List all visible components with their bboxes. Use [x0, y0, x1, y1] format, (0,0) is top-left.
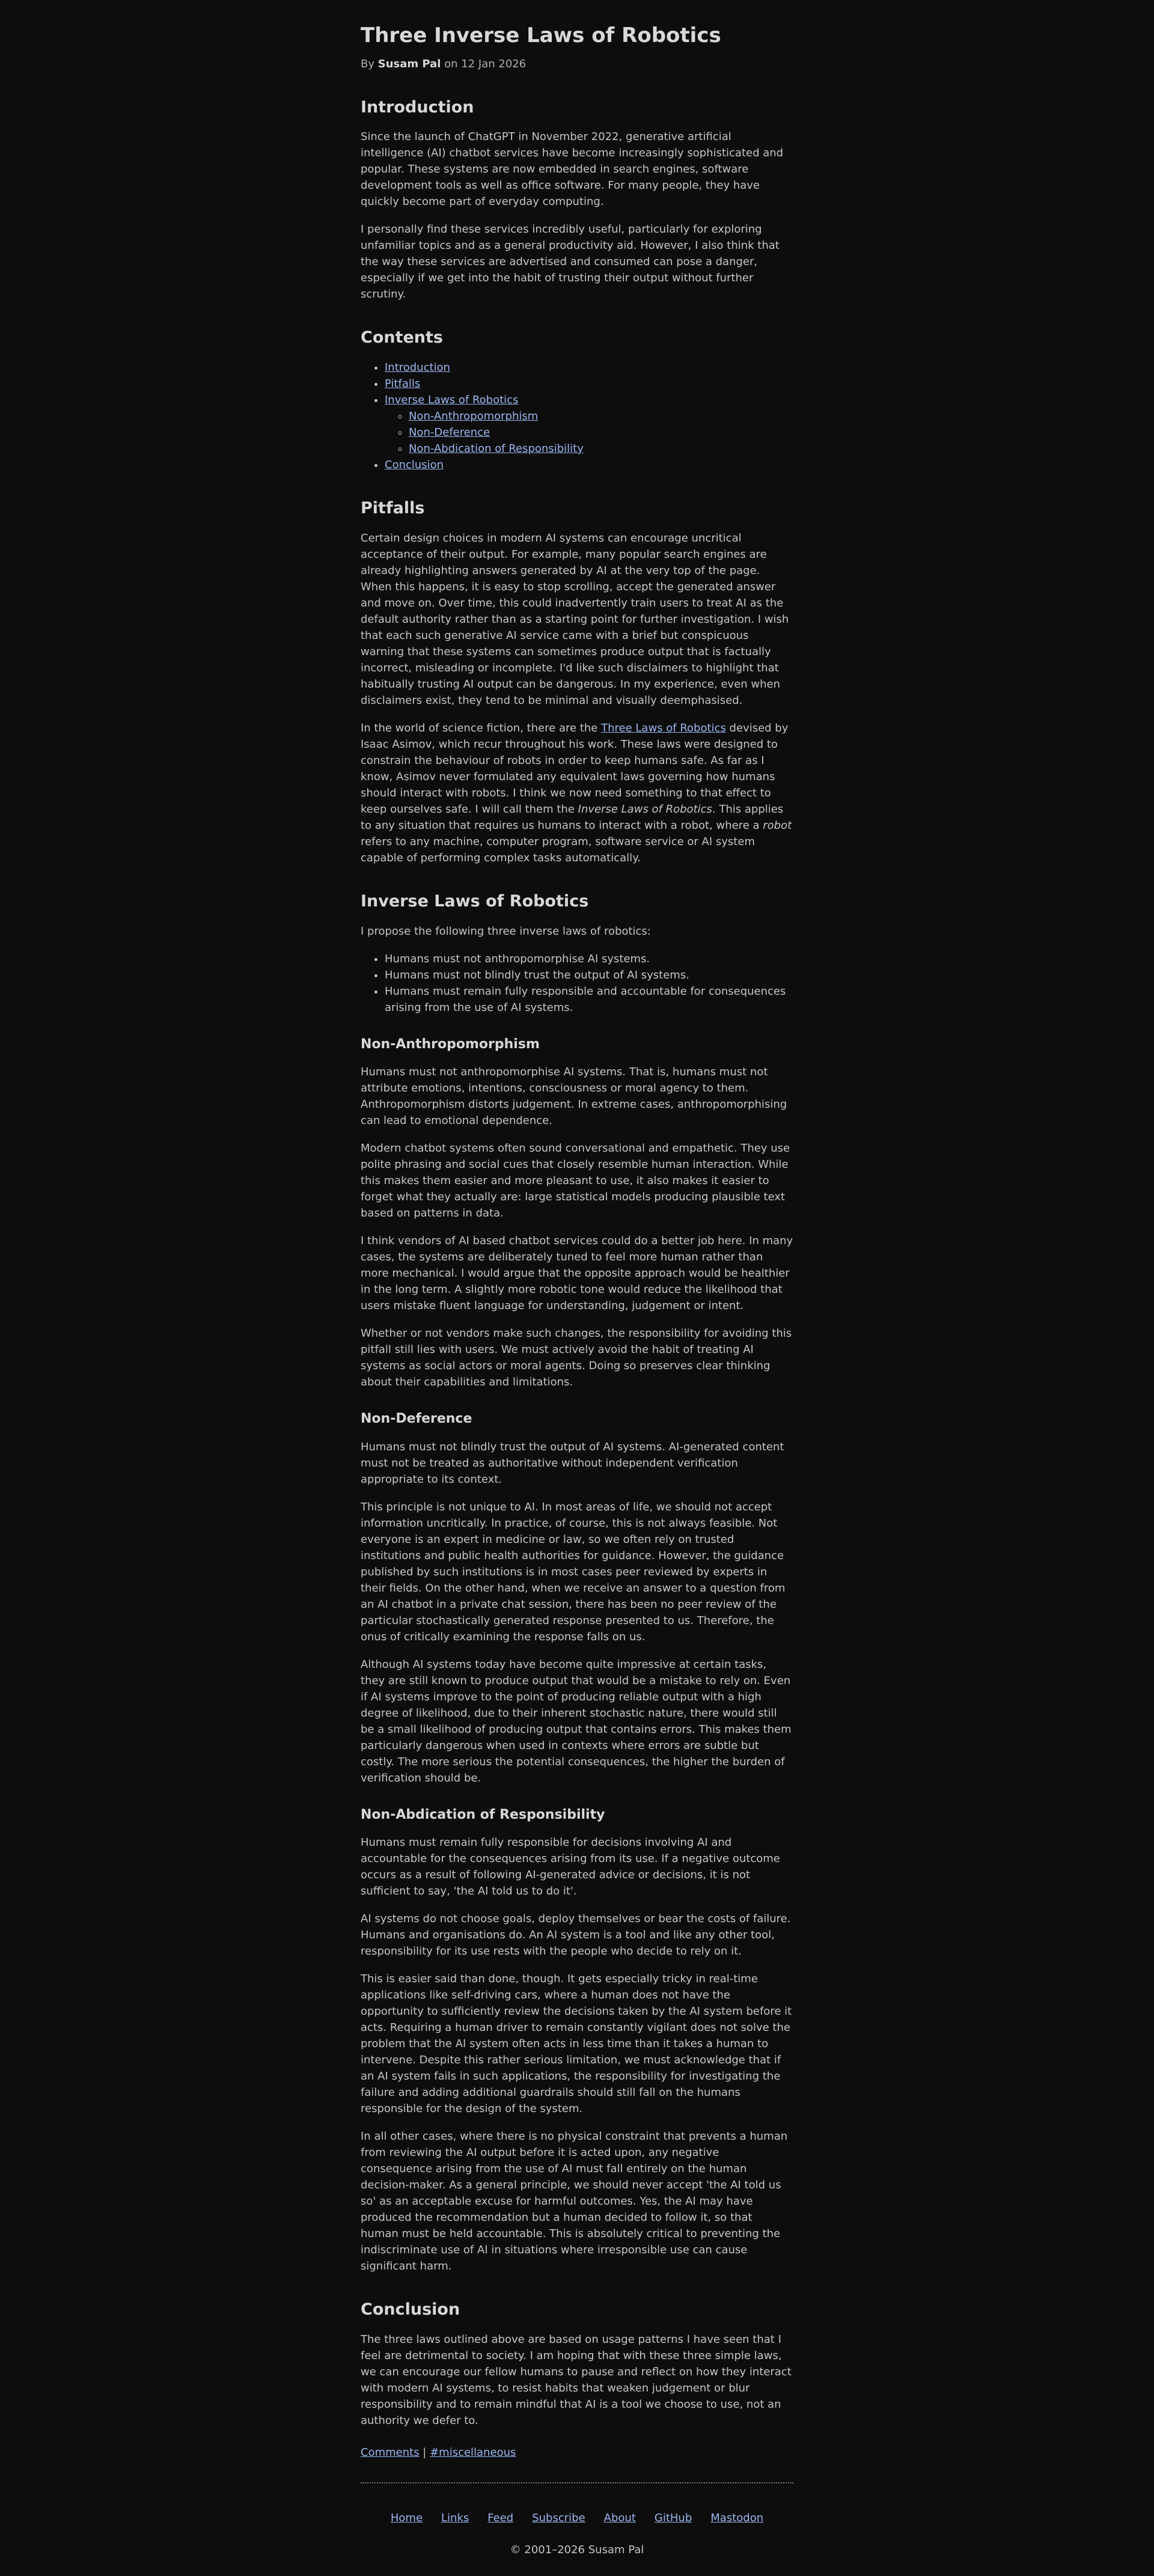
- pitfalls-paragraph-1: Certain design choices in modern AI systems can encourage uncritical acceptance of their output. For example, many popular search engines are already highlighting answers generated by AI at the very top of the page. When this happens, it is easy to stop scrolling, accept the generated answer and move on. Over time, this could inadvertently train users to treat AI as the default authority rather than as a starting point for further investigation. I wish that each such generative AI service came with a brief but conspicuous warning that these systems can sometimes produce output that is factually incorrect, misleading or incomplete. I'd like such disclaimers to highlight that habitually trusting AI output can be dangerous. In my experience, even when disclaimers exist, they tend to be minimal and visually deemphasised.: [361, 531, 789, 707]
- toc-link-introduction[interactable]: Introduction: [385, 361, 451, 374]
- subsection-heading-non-anthropomorphism: Non-Anthropomorphism: [361, 1036, 540, 1052]
- byline-date: on 12 Jan 2026: [441, 57, 527, 70]
- footer-link-about[interactable]: About: [603, 2511, 636, 2524]
- footer-link-links[interactable]: Links: [441, 2511, 469, 2524]
- toc-link-conclusion[interactable]: Conclusion: [385, 459, 444, 471]
- text-segment: refers to any machine, computer program, software service or AI system capable of performing complex tasks automatically.: [361, 835, 755, 864]
- byline-prefix: By: [361, 57, 378, 70]
- section-heading-contents: Contents: [361, 328, 444, 347]
- laws-list: [361, 951, 793, 1016]
- intro-paragraph-2: I personally find these services incredibly useful, particularly for exploring unfamiliar topics and as a general productivity aid. However, I also think that the way these services are advertised and consumed can pose a danger, especially if we get into the habit of trusting their output without further scrutiny.: [361, 223, 780, 301]
- section-heading-conclusion: Conclusion: [361, 2300, 460, 2319]
- toc-link-inverse-laws[interactable]: Inverse Laws of Robotics: [385, 394, 519, 406]
- law-item-1: • Humans must not anthropomorphise AI systems.: [385, 951, 793, 967]
- comments-link[interactable]: Comments: [361, 2446, 420, 2459]
- toc-subitem: [409, 408, 793, 424]
- intro-paragraph-1: Since the launch of ChatGPT in November 2022, generative artificial intelligence (AI) chatbot services have become increasingly sophisticated and popular. These systems are now embedded in search engines, software development tools as well as office software. For many people, they have quickly become part of everyday computing.: [361, 130, 784, 209]
- conclusion-paragraph-1: The three laws outlined above are based on usage patterns I have seen that I feel are detrimental to society. I am hoping that with these three simple laws, we can encourage our fellow humans to pause and reflect on how they interact with modern AI systems, to resist habits that weaken judgement or blur responsibility and to remain mindful that AI is a tool we choose to use, not an authority we defer to.: [361, 2333, 792, 2427]
- toc-link-pitfalls[interactable]: Pitfalls: [385, 377, 421, 390]
- contents-list: [361, 359, 793, 473]
- subsection-heading-non-abdication: Non-Abdication of Responsibility: [361, 1807, 605, 1822]
- non-abdication-paragraph-2: AI systems do not choose goals, deploy themselves or bear the costs of failure. Humans and organisations do. An AI system is a tool and like any other tool, responsibility for its use rests with the people who decide to rely on it.: [361, 1912, 791, 1958]
- non-deference-paragraph-3: Although AI systems today have become quite impressive at certain tasks, they are still known to produce output that would be a mistake to rely on. Even if AI systems improve to the point of producing reliable output with a high degree of likelihood, due to their inherent stochastic nature, there would still be a small likelihood of producing output that contains errors. This makes them particularly dangerous when used in contexts where errors are subtle but costly. The more serious the potential consequences, the higher the burden of verification should be.: [361, 1658, 792, 1784]
- tag-link-miscellaneous[interactable]: #miscellaneous: [430, 2446, 516, 2459]
- non-anthropomorphism-paragraph-2: Modern chatbot systems often sound conversational and empathetic. They use polite phrasing and social cues that closely resemble human interaction. While this makes them easier and more pleasant to use, it also makes it easier to forget what they actually are: large statistical models producing plausible text based on patterns in data.: [361, 1142, 790, 1219]
- footer-divider: [361, 2482, 793, 2483]
- non-deference-paragraph-1: Humans must not blindly trust the output of AI systems. AI-generated content must not be treated as authoritative without independent verification appropriate to its context.: [361, 1440, 784, 1486]
- contents-sublist: [385, 408, 793, 457]
- non-anthropomorphism-paragraph-1: Humans must not anthropomorphise AI systems. That is, humans must not attribute emotions, intentions, consciousness or moral agency to them. Anthropomorphism distorts judgement. In extreme cases, anthropomorphising can lead to emotional dependence.: [361, 1066, 787, 1127]
- text-segment: In the world of science fiction, there are the: [361, 721, 602, 734]
- pitfalls-paragraph-2: [361, 720, 793, 866]
- toc-item: [385, 376, 793, 392]
- toc-item: [385, 392, 793, 457]
- subsection-heading-non-deference: Non-Deference: [361, 1411, 472, 1426]
- law-item-3: • Humans must remain fully responsible and accountable for consequences arising from the use of AI systems.: [385, 983, 793, 1016]
- non-anthropomorphism-paragraph-3: I think vendors of AI based chatbot services could do a better job here. In many cases, the systems are deliberately tuned to feel more human rather than more mechanical. I would argue that the opposite approach would be healthier in the long term. A slightly more robotic tone would reduce the likelihood that users mistake fluent language for understanding, judgement or intent.: [361, 1235, 793, 1312]
- section-heading-pitfalls: Pitfalls: [361, 499, 425, 517]
- footer-link-github[interactable]: GitHub: [654, 2511, 692, 2524]
- toc-link-non-anthropomorphism[interactable]: Non-Anthropomorphism: [409, 410, 539, 423]
- non-abdication-paragraph-1: Humans must remain fully responsible for decisions involving AI and accountable for the consequences arising from its use. If a negative outcome occurs as a result of following AI-generated advice or decisions, it is not sufficient to say, 'the AI told us to do it'.: [361, 1836, 780, 1897]
- footer-link-subscribe[interactable]: Subscribe: [532, 2511, 585, 2524]
- emphasis-inverse-laws: Inverse Laws of Robotics: [578, 802, 712, 816]
- toc-link-non-abdication[interactable]: Non-Abdication of Responsibility: [409, 442, 584, 455]
- toc-subitem: [409, 424, 793, 441]
- text-segment: . This applies to any situation that requires us humans to interact with a robot, where a: [361, 802, 784, 832]
- page-title: Three Inverse Laws of Robotics: [361, 23, 721, 47]
- section-heading-introduction: Introduction: [361, 97, 474, 117]
- non-abdication-paragraph-4: In all other cases, where there is no physical constraint that prevents a human from reviewing the AI output before it is acted upon, any negative consequence arising from the use of AI must fall entirely on the human decision-maker. As a general principle, we should never accept 'the AI told us so' as an acceptable excuse for harmful outcomes. Yes, the AI may have produced the recommendation but a human decided to follow it, so that human must be held accountable. This is absolutely critical to preventing the indiscriminate use of AI in situations where irresponsible use can cause significant harm.: [361, 2130, 788, 2272]
- toc-item: [385, 457, 793, 473]
- non-abdication-paragraph-3: This is easier said than done, though. It gets especially tricky in real-time applications like self-driving cars, where a human does not have the opportunity to sufficiently review the decisions taken by the AI system before it acts. Requiring a human driver to remain constantly vigilant does not solve the problem that the AI system often acts in less time than it takes a human to intervene. Despite this rather serious limitation, we must acknowledge that if an AI system fails in such applications, the responsibility for investigating the failure and adding additional guardrails should still fall on the humans responsible for the design of the system.: [361, 1973, 792, 2115]
- non-anthropomorphism-paragraph-4: Whether or not vendors make such changes, the responsibility for avoiding this pitfall still lies with users. We must actively avoid the habit of treating AI systems as social actors or moral agents. Doing so preserves clear thinking about their capabilities and limitations.: [361, 1327, 792, 1388]
- section-heading-inverse-laws: Inverse Laws of Robotics: [361, 891, 589, 911]
- toc-subitem: [409, 441, 793, 457]
- footer-link-feed[interactable]: Feed: [487, 2511, 514, 2524]
- inline-link-three-laws-of-robotics[interactable]: Three Laws of Robotics: [601, 721, 726, 734]
- footer-nav: [361, 2510, 793, 2526]
- emphasis-robot: robot: [763, 819, 792, 832]
- footer-link-mastodon[interactable]: Mastodon: [710, 2511, 764, 2524]
- toc-link-non-deference[interactable]: Non-Deference: [409, 426, 490, 439]
- byline: [361, 56, 793, 72]
- toc-item: [385, 359, 793, 376]
- text-segment: devised by Isaac Asimov, which recur throughout his work. These laws were designed to constrain the behaviour of robots in order to keep humans safe. As far as I know, Asimov never formulated any equivalent laws governing how humans should interact with robots. I think we now need something to that effect to keep ourselves safe. I will call them the: [361, 721, 789, 816]
- post-links: [361, 2444, 793, 2461]
- article: [361, 0, 793, 2576]
- footer-link-home[interactable]: Home: [390, 2511, 423, 2524]
- law-item-2: • Humans must not blindly trust the output of AI systems.: [385, 967, 793, 983]
- copyright-notice: © 2001–2026 Susam Pal: [510, 2543, 644, 2556]
- link-separator: |: [419, 2446, 430, 2459]
- non-deference-paragraph-2: This principle is not unique to AI. In most areas of life, we should not accept information uncritically. In practice, of course, this is not always feasible. Not everyone is an expert in medicine or law, so we often rely on trusted institutions and public health authorities for guidance. However, the guidance published by such institutions is in most cases peer reviewed by experts in their fields. On the other hand, when we receive an answer to a question from an AI chatbot in a private chat session, there has been no peer review of the particular stochastically generated response presented to us. Therefore, the onus of critically examining the response falls on us.: [361, 1500, 786, 1643]
- author-name: Susam Pal: [377, 57, 441, 70]
- laws-intro-paragraph: I propose the following three inverse laws of robotics:: [361, 924, 651, 938]
